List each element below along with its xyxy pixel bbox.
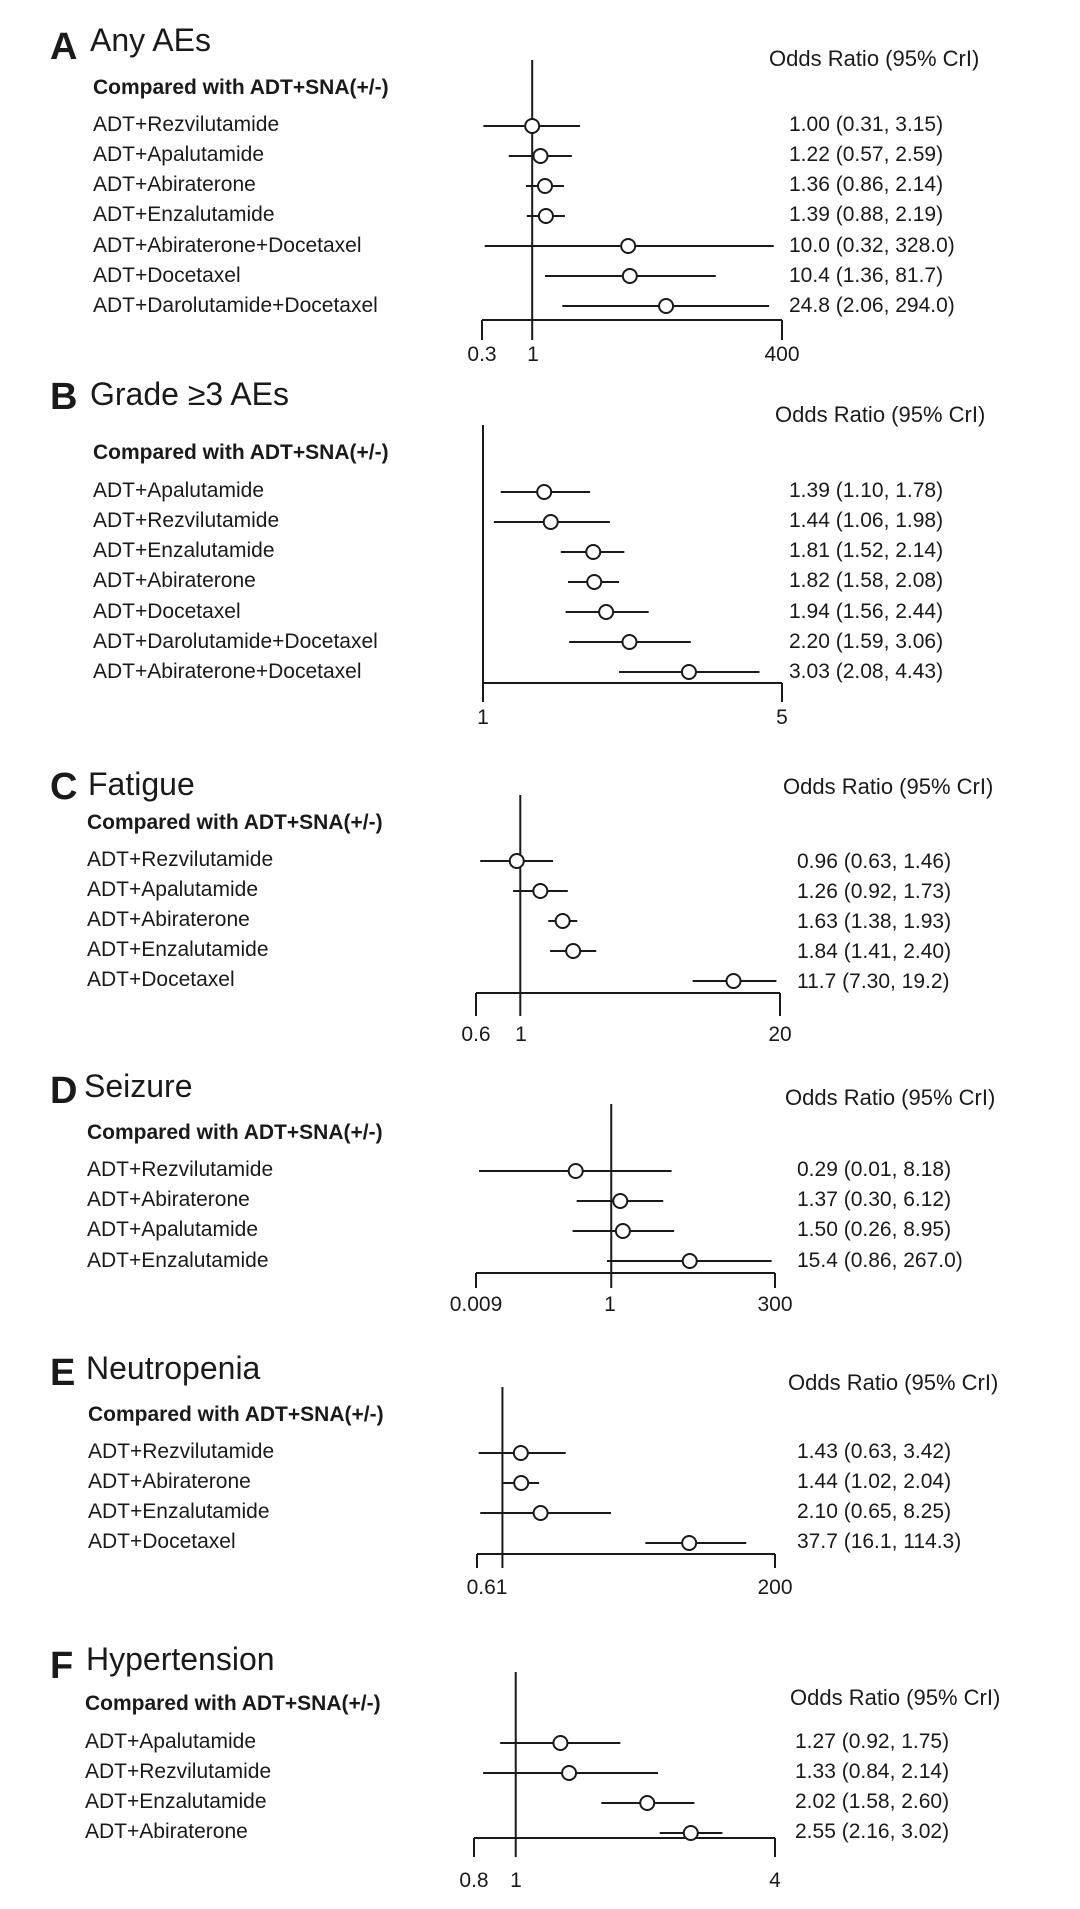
or-value: 0.29 (0.01, 8.18)	[797, 1158, 952, 1181]
compared-label: Compared with ADT+SNA(+/-)	[85, 1692, 381, 1715]
axis-tick-label: 20	[768, 1023, 792, 1046]
row-label: ADT+Enzalutamide	[93, 203, 275, 226]
panel-title: Grade ≥3 AEs	[90, 376, 289, 412]
point-estimate-marker	[684, 1826, 698, 1840]
row-label: ADT+Abiraterone	[87, 908, 250, 931]
row-label: ADT+Apalutamide	[87, 878, 259, 901]
row-label: ADT+Apalutamide	[87, 1218, 259, 1241]
or-value: 1.63 (1.38, 1.93)	[797, 910, 952, 933]
row-label: ADT+Apalutamide	[85, 1730, 257, 1753]
or-value: 1.39 (0.88, 2.19)	[789, 203, 944, 226]
axis-tick-label: 200	[757, 1576, 793, 1599]
row-label: ADT+Rezvilutamide	[93, 113, 280, 136]
panel-letter: E	[50, 1352, 76, 1394]
row-label: ADT+Abiraterone+Docetaxel	[93, 234, 362, 257]
or-value: 1.22 (0.57, 2.59)	[789, 143, 944, 166]
panel-title: Fatigue	[88, 766, 195, 802]
panel-letter: C	[50, 766, 78, 808]
point-estimate-marker	[533, 884, 547, 898]
or-value: 10.4 (1.36, 81.7)	[789, 264, 944, 287]
axis-tick-label: 0.61	[466, 1576, 508, 1599]
row-label: ADT+Enzalutamide	[85, 1790, 267, 1813]
or-value: 1.50 (0.26, 8.95)	[797, 1218, 952, 1241]
point-estimate-marker	[640, 1796, 654, 1810]
or-header: Odds Ratio (95% CrI)	[783, 774, 994, 799]
panel-letter: D	[50, 1070, 78, 1112]
axis-tick-label: 0.009	[449, 1293, 503, 1316]
row-label: ADT+Docetaxel	[93, 264, 241, 287]
or-value: 1.44 (1.02, 2.04)	[797, 1470, 952, 1493]
axis-tick-label: 300	[757, 1293, 793, 1316]
or-value: 3.03 (2.08, 4.43)	[789, 660, 944, 683]
point-estimate-marker	[534, 1506, 548, 1520]
point-estimate-marker	[621, 239, 635, 253]
row-label: ADT+Docetaxel	[93, 600, 241, 623]
row-label: ADT+Rezvilutamide	[93, 509, 280, 532]
point-estimate-marker	[623, 269, 637, 283]
point-estimate-marker	[514, 1446, 528, 1460]
row-label: ADT+Rezvilutamide	[85, 1760, 272, 1783]
row-label: ADT+Abiraterone	[93, 569, 256, 592]
or-value: 24.8 (2.06, 294.0)	[789, 294, 955, 317]
or-value: 2.10 (0.65, 8.25)	[797, 1500, 952, 1523]
or-value: 1.94 (1.56, 2.44)	[789, 600, 944, 623]
or-header: Odds Ratio (95% CrI)	[785, 1085, 996, 1110]
point-estimate-marker	[562, 1766, 576, 1780]
row-label: ADT+Abiraterone	[93, 173, 256, 196]
row-label: ADT+Rezvilutamide	[88, 1440, 275, 1463]
or-value: 1.33 (0.84, 2.14)	[795, 1760, 950, 1783]
row-label: ADT+Abiraterone	[85, 1820, 248, 1843]
axis-tick-label: 4	[769, 1869, 781, 1892]
axis-tick-label: 5	[776, 706, 788, 729]
panel-title: Any AEs	[90, 22, 211, 58]
point-estimate-marker	[533, 149, 547, 163]
point-estimate-marker	[682, 665, 696, 679]
axis-tick-label: 0.6	[461, 1023, 491, 1046]
panel-title: Seizure	[84, 1068, 193, 1104]
row-label: ADT+Enzalutamide	[88, 1500, 270, 1523]
row-label: ADT+Enzalutamide	[87, 938, 269, 961]
or-value: 2.55 (2.16, 3.02)	[795, 1820, 950, 1843]
or-value: 1.26 (0.92, 1.73)	[797, 880, 952, 903]
or-value: 1.37 (0.30, 6.12)	[797, 1188, 952, 1211]
compared-label: Compared with ADT+SNA(+/-)	[87, 811, 383, 834]
row-label: ADT+Rezvilutamide	[87, 1158, 274, 1181]
row-label: ADT+Apalutamide	[93, 143, 265, 166]
point-estimate-marker	[659, 299, 673, 313]
axis-tick-label: 1	[527, 343, 539, 366]
point-estimate-marker	[539, 209, 553, 223]
or-header: Odds Ratio (95% CrI)	[788, 1370, 999, 1395]
panel-letter: B	[50, 376, 78, 418]
axis-tick-label: 0.3	[467, 343, 497, 366]
point-estimate-marker	[682, 1536, 696, 1550]
point-estimate-marker	[586, 545, 600, 559]
point-estimate-marker	[537, 485, 551, 499]
or-value: 15.4 (0.86, 267.0)	[797, 1249, 963, 1272]
panel-letter: F	[50, 1645, 74, 1687]
or-value: 10.0 (0.32, 328.0)	[789, 234, 955, 257]
or-value: 1.84 (1.41, 2.40)	[797, 940, 952, 963]
point-estimate-marker	[544, 515, 558, 529]
point-estimate-marker	[616, 1224, 630, 1238]
row-label: ADT+Enzalutamide	[93, 539, 275, 562]
axis-tick-label: 1	[604, 1293, 616, 1316]
panel-title: Neutropenia	[86, 1350, 261, 1386]
or-value: 1.44 (1.06, 1.98)	[789, 509, 944, 532]
or-value: 2.02 (1.58, 2.60)	[795, 1790, 950, 1813]
row-label: ADT+Enzalutamide	[87, 1249, 269, 1272]
or-value: 1.36 (0.86, 2.14)	[789, 173, 944, 196]
point-estimate-marker	[514, 1476, 528, 1490]
or-value: 1.82 (1.58, 2.08)	[789, 569, 944, 592]
panel-letter: A	[50, 26, 78, 68]
row-label: ADT+Darolutamide+Docetaxel	[93, 294, 378, 317]
panel-title: Hypertension	[86, 1641, 275, 1677]
or-header: Odds Ratio (95% CrI)	[769, 46, 980, 71]
point-estimate-marker	[569, 1164, 583, 1178]
compared-label: Compared with ADT+SNA(+/-)	[93, 441, 389, 464]
point-estimate-marker	[613, 1194, 627, 1208]
point-estimate-marker	[622, 635, 636, 649]
or-value: 1.39 (1.10, 1.78)	[789, 479, 944, 502]
compared-label: Compared with ADT+SNA(+/-)	[87, 1121, 383, 1144]
point-estimate-marker	[556, 914, 570, 928]
row-label: ADT+Docetaxel	[88, 1530, 236, 1553]
axis-tick-label: 400	[764, 343, 800, 366]
or-value: 0.96 (0.63, 1.46)	[797, 850, 952, 873]
row-label: ADT+Apalutamide	[93, 479, 265, 502]
compared-label: Compared with ADT+SNA(+/-)	[93, 76, 389, 99]
axis-tick-label: 1	[510, 1869, 522, 1892]
point-estimate-marker	[599, 605, 613, 619]
row-label: ADT+Abiraterone+Docetaxel	[93, 660, 362, 683]
point-estimate-marker	[538, 179, 552, 193]
compared-label: Compared with ADT+SNA(+/-)	[88, 1403, 384, 1426]
point-estimate-marker	[510, 854, 524, 868]
or-value: 1.27 (0.92, 1.75)	[795, 1730, 950, 1753]
or-header: Odds Ratio (95% CrI)	[775, 402, 986, 427]
axis-tick-label: 0.8	[459, 1869, 489, 1892]
row-label: ADT+Abiraterone	[87, 1188, 250, 1211]
or-header: Odds Ratio (95% CrI)	[790, 1685, 1001, 1710]
axis-tick-label: 1	[477, 706, 489, 729]
row-label: ADT+Docetaxel	[87, 968, 235, 991]
or-value: 1.00 (0.31, 3.15)	[789, 113, 944, 136]
point-estimate-marker	[683, 1254, 697, 1268]
or-value: 2.20 (1.59, 3.06)	[789, 630, 944, 653]
or-value: 1.81 (1.52, 2.14)	[789, 539, 944, 562]
row-label: ADT+Abiraterone	[88, 1470, 251, 1493]
axis-tick-label: 1	[515, 1023, 527, 1046]
point-estimate-marker	[566, 944, 580, 958]
or-value: 37.7 (16.1, 114.3)	[797, 1530, 962, 1553]
point-estimate-marker	[525, 119, 539, 133]
row-label: ADT+Darolutamide+Docetaxel	[93, 630, 378, 653]
row-label: ADT+Rezvilutamide	[87, 848, 274, 871]
point-estimate-marker	[553, 1736, 567, 1750]
or-value: 1.43 (0.63, 3.42)	[797, 1440, 952, 1463]
point-estimate-marker	[727, 974, 741, 988]
point-estimate-marker	[587, 575, 601, 589]
or-value: 11.7 (7.30, 19.2)	[797, 970, 950, 993]
